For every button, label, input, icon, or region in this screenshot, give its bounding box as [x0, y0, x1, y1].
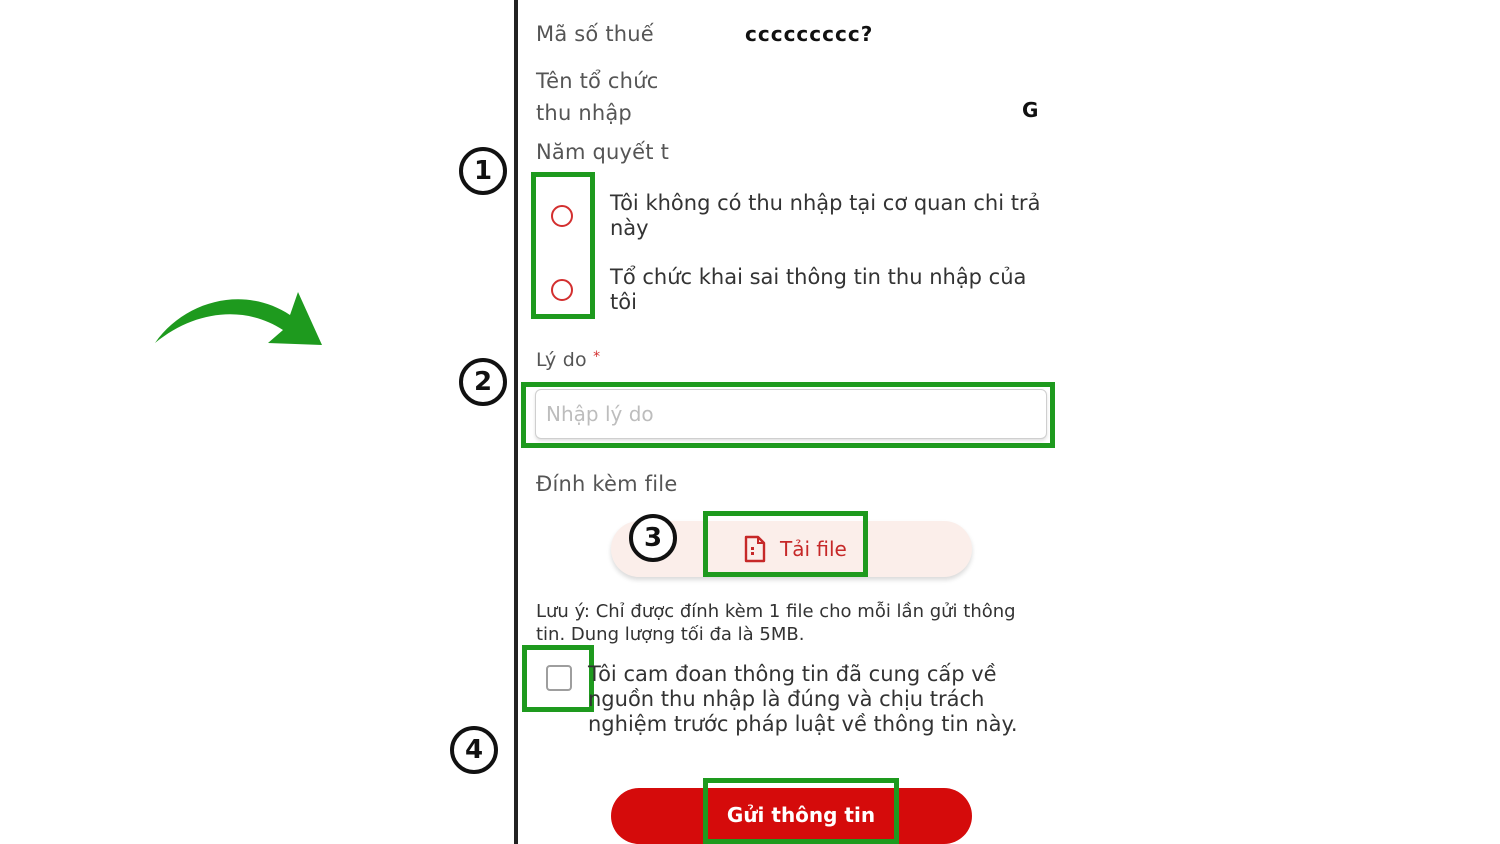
organization-label	[536, 65, 658, 129]
required-mark: *	[593, 349, 601, 365]
option-no-income-label[interactable]: Tôi không có thu nhập tại cơ quan chi trả này	[610, 191, 1041, 240]
commitment-checkbox[interactable]	[546, 665, 572, 691]
tax-code-value: ccccccccc?	[745, 22, 874, 46]
reason-label	[536, 349, 600, 371]
option-no-income-radio[interactable]	[551, 205, 573, 227]
organization-label-line1: Tên tổ chức	[536, 69, 659, 93]
step-1-badge: 1	[459, 147, 507, 195]
step-2-badge: 2	[459, 358, 507, 406]
organization-label-line2: thu nhập	[536, 101, 632, 125]
step-3-badge: 3	[629, 514, 677, 562]
reason-label-text: Lý do	[536, 349, 587, 371]
step-4-badge: 4	[450, 726, 498, 774]
year-label: Năm quyết t	[536, 140, 670, 164]
commitment-text[interactable]: Tôi cam đoan thông tin đã cung cấp về nguồn thu nhập là đúng và chịu trách nghiệm trước pháp luật về thông tin này.	[588, 662, 1018, 736]
reason-input[interactable]	[535, 389, 1047, 439]
upload-note: Lưu ý: Chỉ được đính kèm 1 file cho mỗi lần gửi thông tin. Dung lượng tối đa là 5MB.	[536, 601, 1016, 645]
curved-arrow-icon	[150, 285, 330, 355]
upload-button-label[interactable]: Tải file	[780, 537, 847, 561]
tax-code-label: Mã số thuế	[536, 22, 654, 46]
organization-value: G	[1022, 98, 1040, 122]
option-wrong-info-radio[interactable]	[551, 279, 573, 301]
attach-label: Đính kèm file	[536, 472, 678, 496]
upload-button[interactable]	[744, 535, 847, 563]
submit-button-label[interactable]: Gửi thông tin	[726, 803, 876, 827]
phone-frame-edge	[514, 0, 518, 844]
file-icon	[744, 535, 766, 563]
option-wrong-info-label[interactable]: Tổ chức khai sai thông tin thu nhập của tôi	[610, 265, 1027, 314]
